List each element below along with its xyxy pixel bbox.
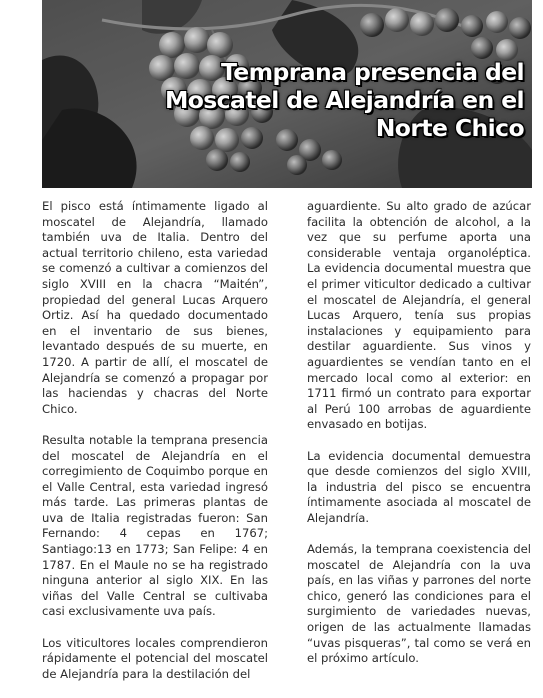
left-paragraph-1: El pisco está íntimamente ligado al moscatel de Alejandría, llamado también uva de Italia. Dentro del actual territorio chileno, esta variedad se comenzó a cultivar a comienzos del siglo XVIII en la chacra “Maitén”, propiedad del general Lucas Arquero Ortiz. Así ha quedado documentado en el inventario de sus bienes, levantado después de su muerte, en 1720. A partir de allí, el moscatel de Alejandría se comenzó a propagar por las haciendas y chacras del Norte Chico. [42, 199, 268, 416]
header-photo-grapes [42, 0, 532, 188]
right-text-column [307, 199, 531, 682]
right-paragraph-1: aguardiente. Su alto grado de azúcar facilita la obtención de alcohol, a la vez que su perfume aporta una considerable ventaja organoléptica. La evidencia documental muestra que el primer viticultor dedicado a cultivar el moscatel de Alejandría, el general Lucas Arquero, tenía sus propias instalaciones y equipamiento para destilar aguardiente. Sus vinos y aguardientes se vendían tanto en el mercado local como al exterior: en 1711 firmó un contrato para exportar al Perú 100 arrobas de aguardiente envasado en botijas. [307, 199, 531, 432]
left-text-column [42, 199, 268, 698]
left-paragraph-3: Los viticultores locales comprendieron rápidamente el potencial del moscatel de Alejandría para la destilación del [42, 635, 268, 681]
right-paragraph-2: La evidencia documental demuestra que desde comienzos del siglo XVIII, la industria del pisco se encuentra íntimamente asociada al moscatel de Alejandría. [307, 448, 531, 525]
article-title: Temprana presencia del Moscatel de Alejandría en el Norte Chico [164, 58, 524, 142]
left-paragraph-2: Resulta notable la temprana presencia del moscatel de Alejandría en el corregimiento de Coquimbo porque en el Valle Central, esta variedad ingresó más tarde. Las primeras plantas de uva de Italia registradas fueron: San Fernando: 4 cepas en 1767; Santiago:13 en 1773; San Felipe: 4 en 1787. En el Maule no se ha registrado ninguna anterior al siglo XIX. En las viñas del Valle Central se cultivaba casi exclusivamente uva país. [42, 432, 268, 619]
right-paragraph-3: Además, la temprana coexistencia del moscatel de Alejandría con la uva país, en las viñas y parrones del norte chico, generó las condiciones para el surgimiento de variedades nuevas, origen de las actualmente llamadas “uvas pisqueras”, tal como se verá en el próximo artículo. [307, 542, 531, 666]
